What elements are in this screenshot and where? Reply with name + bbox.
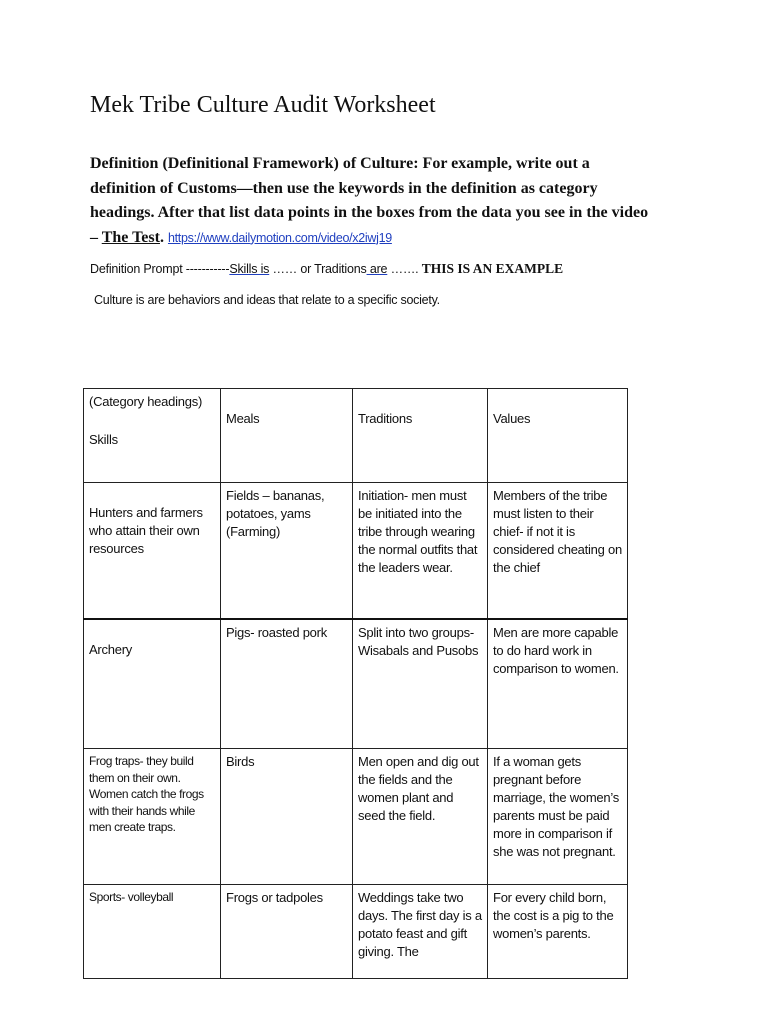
culture-definition: Culture is are behaviors and ideas that relate to a specific society. — [94, 293, 440, 307]
prompt-dots-1: …… or Traditions — [269, 262, 367, 276]
skills-cell: Frog traps- they build them on their own. Women catch the frogs with their hands while men create traps. — [84, 749, 221, 885]
example-label: THIS IS AN EXAMPLE — [421, 261, 564, 276]
traditions-cell: Men open and dig out the fields and the women plant and seed the field. — [353, 749, 488, 885]
skills-cell: Archery — [84, 619, 221, 749]
dash: – — [90, 228, 102, 246]
skills-header: Skills — [89, 432, 118, 447]
values-cell: If a woman gets pregnant before marriage, the women’s parents must be paid more in comparison if she was not pregnant. — [488, 749, 628, 885]
meals-cell: Frogs or tadpoles — [221, 885, 353, 979]
table-row — [84, 483, 628, 620]
prompt-dots-2: ……. — [387, 262, 422, 276]
table-row — [84, 619, 628, 749]
culture-audit-table — [83, 388, 628, 979]
meals-cell: Birds — [221, 749, 353, 885]
definition-instructions — [90, 152, 710, 250]
meals-cell: Fields – bananas, potatoes, yams (Farming) — [221, 483, 353, 620]
video-link[interactable]: https://www.dailymotion.com/video/x2iwj19 — [167, 230, 392, 245]
skills-cell: Hunters and farmers who attain their own resources — [84, 483, 221, 620]
test-suffix: . — [159, 228, 168, 246]
category-headings-label: (Category headings) — [89, 394, 203, 409]
values-cell: Men are more capable to do hard work in comparison to women. — [488, 619, 628, 749]
definition-line-2: definition of Customs—then use the keywords in the definition as category — [90, 179, 598, 197]
prompt-lead: Definition Prompt ----------- — [90, 262, 230, 276]
meals-header: Meals — [221, 389, 353, 483]
traditions-header: Traditions — [353, 389, 488, 483]
values-cell: Members of the tribe must listen to their chief- if not it is considered cheating on the chief — [488, 483, 628, 620]
page-title: Mek Tribe Culture Audit Worksheet — [90, 92, 436, 118]
meals-cell: Pigs- roasted pork — [221, 619, 353, 749]
table-row — [84, 749, 628, 885]
prompt-skills: Skills is — [229, 262, 270, 276]
header-cell-skills — [84, 389, 221, 483]
prompt-are: are — [366, 262, 388, 276]
traditions-cell: Split into two groups- Wisabals and Pusobs — [353, 619, 488, 749]
the-test-label: The Test — [101, 228, 160, 246]
definition-prompt — [90, 261, 563, 277]
definition-line-3: headings. After that list data points in the boxes from the data you see in the video — [90, 204, 649, 221]
skills-cell: Sports- volleyball — [84, 885, 221, 979]
table-row — [84, 885, 628, 979]
values-cell: For every child born, the cost is a pig to the women’s parents. — [488, 885, 628, 979]
definition-line-4 — [90, 226, 710, 251]
traditions-cell: Initiation- men must be initiated into the tribe through wearing the normal outfits that the leaders wear. — [353, 483, 488, 620]
traditions-cell: Weddings take two days. The first day is a potato feast and gift giving. The — [353, 885, 488, 979]
values-header: Values — [488, 389, 628, 483]
table-header-row — [84, 389, 628, 483]
definition-line-1: Definition (Definitional Framework) of Culture: For example, write out a — [90, 155, 590, 172]
